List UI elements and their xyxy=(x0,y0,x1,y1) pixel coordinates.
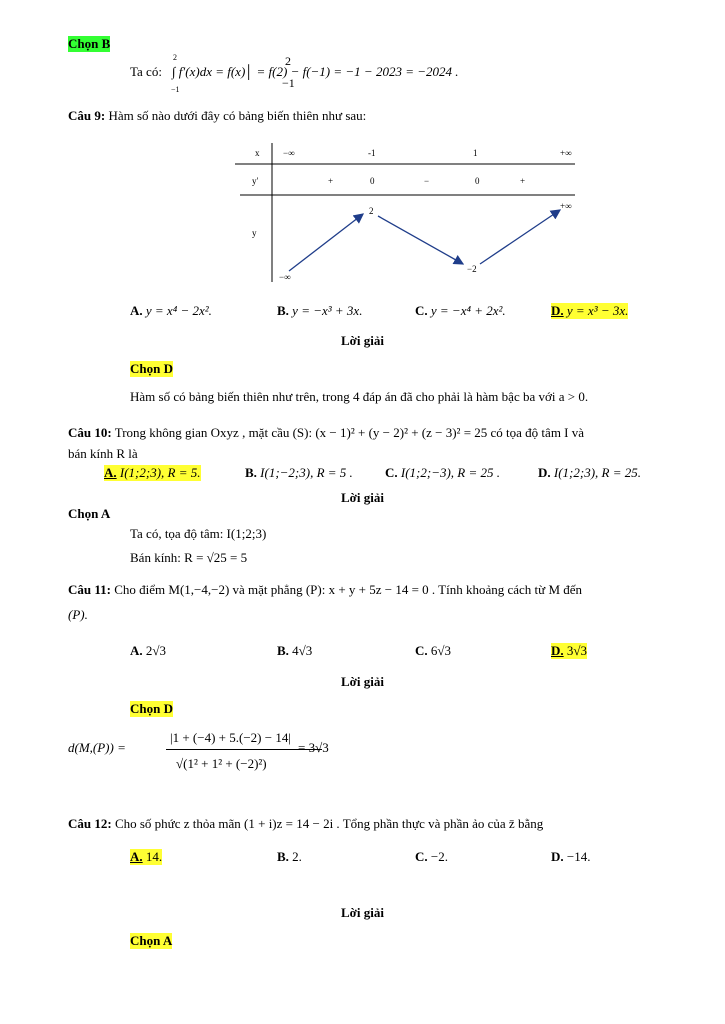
x-value: +∞ xyxy=(560,148,572,158)
distance-result: = 3√3 xyxy=(298,740,329,755)
option-text: 14. xyxy=(145,849,163,864)
derivative-sign: − xyxy=(424,176,430,186)
decreasing-arrow xyxy=(378,216,463,264)
option-letter: B. xyxy=(277,643,289,658)
y-label: y xyxy=(252,228,257,238)
option-text: y = −x³ + 3x. xyxy=(292,303,363,318)
option-text: I(1;2;3), R = 25. xyxy=(553,465,641,480)
option-letter: D. xyxy=(551,849,564,864)
distance-denominator: √(1² + 1² + (−2)²) xyxy=(176,756,267,771)
y-value: −2 xyxy=(467,264,477,274)
option-text: I(1;2;−3), R = 25 . xyxy=(400,465,501,480)
option-d-correct[interactable] xyxy=(551,643,587,659)
x-label: x xyxy=(255,148,260,158)
option-text: 2√3 xyxy=(145,643,167,658)
variation-table xyxy=(235,140,580,285)
option-letter: C. xyxy=(415,303,428,318)
derivative-sign: + xyxy=(520,176,526,186)
question-text: Cho số phức z thỏa mãn (1 + i)z = 14 − 2i . Tổng phần thực và phần ảo của z̄ bằng xyxy=(114,816,544,831)
option-d[interactable] xyxy=(551,849,590,865)
question-text: Trong không gian Oxyz , mặt cầu (S): (x − 1)² + (y − 2)² + (z − 3)² = 25 có tọa độ tâm I và xyxy=(114,425,585,440)
derivative-sign: 0 xyxy=(475,176,480,186)
y-value: +∞ xyxy=(560,201,572,211)
x-value: -1 xyxy=(368,148,376,158)
option-text: 6√3 xyxy=(430,643,452,658)
option-d-correct[interactable] xyxy=(551,303,628,319)
option-letter: C. xyxy=(415,643,428,658)
option-c[interactable] xyxy=(415,303,506,319)
option-text: y = x⁴ − 2x². xyxy=(145,303,212,318)
y-value: −∞ xyxy=(279,272,291,282)
option-letter: A. xyxy=(130,643,143,658)
x-value: −∞ xyxy=(283,148,295,158)
solution-heading: Lời giải xyxy=(341,674,384,689)
option-text: y = −x⁴ + 2x². xyxy=(430,303,506,318)
ta-co-label: Ta có: xyxy=(130,64,162,79)
option-c[interactable] xyxy=(415,643,451,659)
solution-heading: Lời giải xyxy=(341,490,384,505)
option-text: 3√3 xyxy=(566,643,588,658)
option-a[interactable] xyxy=(130,643,166,659)
increasing-arrow xyxy=(480,210,560,264)
option-text: 4√3 xyxy=(292,643,313,658)
option-b[interactable] xyxy=(245,465,353,481)
answer-label: Chọn A xyxy=(68,506,111,521)
explanation-text: Hàm số có bảng biến thiên như trên, trong 4 đáp án đã cho phải là hàm bậc ba với a > 0. xyxy=(130,389,589,404)
y-value: 2 xyxy=(369,206,374,216)
integral-expression: ∫ f′(x)dx = f(x)│ = f(2) − f(−1) = −1 − 2023 = −2024 . xyxy=(172,64,459,79)
yprime-label: y′ xyxy=(252,176,259,186)
option-text: −14. xyxy=(566,849,591,864)
option-letter: D. xyxy=(551,643,564,658)
option-b[interactable] xyxy=(277,303,362,319)
distance-lhs: d(M,(P)) = xyxy=(68,740,126,755)
question-label: Câu 9: xyxy=(68,108,106,123)
question-10 xyxy=(68,425,584,441)
option-letter: B. xyxy=(277,303,289,318)
distance-numerator: |1 + (−4) + 5.(−2) − 14| xyxy=(170,730,291,745)
question-11 xyxy=(68,582,582,598)
increasing-arrow xyxy=(289,214,363,271)
bar-upper: 2 xyxy=(285,54,291,68)
question-12 xyxy=(68,816,543,832)
option-letter: A. xyxy=(104,465,117,480)
question-label: Câu 10: xyxy=(68,425,112,440)
answer-label: Chọn D xyxy=(130,701,173,716)
question-text: Cho điểm M(1,−4,−2) và mặt phẳng (P): x + y + 5z − 14 = 0 . Tính khoảng cách từ M đến xyxy=(114,582,583,597)
option-d[interactable] xyxy=(538,465,641,481)
option-letter: A. xyxy=(130,303,143,318)
answer-label: Chọn D xyxy=(130,361,173,376)
question-text-cont: bán kính R là xyxy=(68,446,138,461)
option-c[interactable] xyxy=(415,849,448,865)
option-b[interactable] xyxy=(277,849,302,865)
option-text: I(1;2;3), R = 5. xyxy=(119,465,201,480)
solution-line: Ta có, tọa độ tâm: I(1;2;3) xyxy=(130,526,267,541)
option-letter: B. xyxy=(245,465,257,480)
solution-heading: Lời giải xyxy=(341,905,384,920)
option-letter: B. xyxy=(277,849,289,864)
option-b[interactable] xyxy=(277,643,312,659)
option-letter: C. xyxy=(385,465,398,480)
integral-lower: −1 xyxy=(171,85,180,94)
option-a-correct[interactable] xyxy=(130,849,162,865)
option-text: I(1;−2;3), R = 5 . xyxy=(260,465,353,480)
option-letter: A. xyxy=(130,849,143,864)
derivative-sign: + xyxy=(328,176,334,186)
question-9 xyxy=(68,108,366,124)
option-letter: D. xyxy=(538,465,551,480)
option-text: 2. xyxy=(292,849,302,864)
bar-lower: −1 xyxy=(282,76,295,90)
answer-label: Chọn A xyxy=(130,933,173,948)
option-a-correct[interactable] xyxy=(104,465,201,481)
option-text: y = x³ − 3x. xyxy=(566,303,629,318)
question-text-cont: (P). xyxy=(68,607,88,622)
derivative-sign: 0 xyxy=(370,176,375,186)
integral-upper: 2 xyxy=(173,53,177,62)
x-value: 1 xyxy=(473,148,478,158)
question-label: Câu 11: xyxy=(68,582,111,597)
option-letter: D. xyxy=(551,303,564,318)
option-a[interactable] xyxy=(130,303,212,319)
option-letter: C. xyxy=(415,849,428,864)
option-c[interactable] xyxy=(385,465,500,481)
option-text: −2. xyxy=(430,849,448,864)
solution-line: Bán kính: R = √25 = 5 xyxy=(130,550,248,565)
solution-heading: Lời giải xyxy=(341,333,384,348)
question-text: Hàm số nào dưới đây có bảng biến thiên như sau: xyxy=(108,108,367,123)
question-label: Câu 12: xyxy=(68,816,112,831)
answer-label: Chọn B xyxy=(68,36,111,51)
